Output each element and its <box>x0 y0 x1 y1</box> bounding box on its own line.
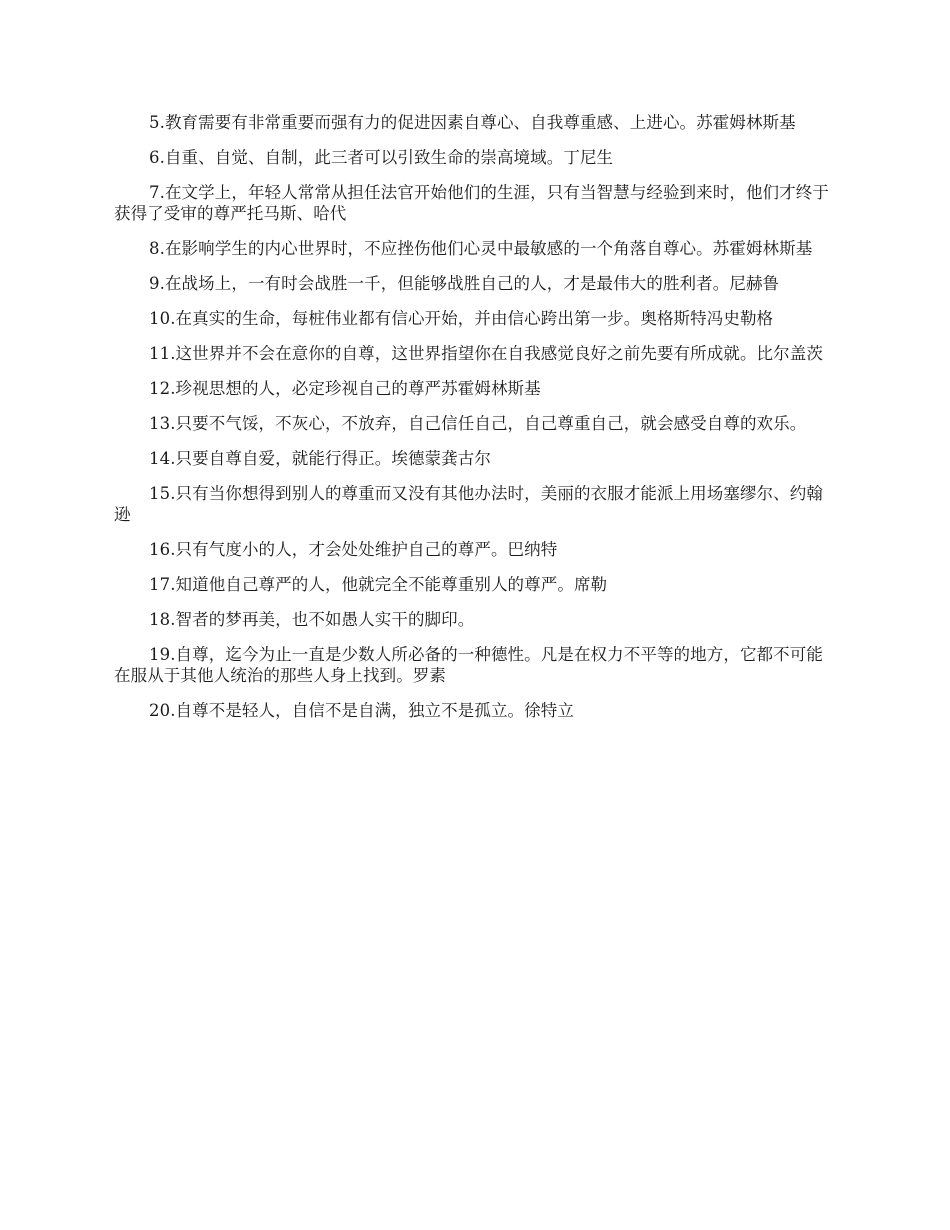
quote-paragraph: 14.只要自尊自爱，就能行得正。埃德蒙龚古尔 <box>149 449 491 468</box>
quote-paragraph: 16.只有气度小的人，才会处处维护自己的尊严。巴纳特 <box>149 540 558 559</box>
quote-paragraph: 9.在战场上，一有时会战胜一千，但能够战胜自己的人，才是最伟大的胜利者。尼赫鲁 <box>149 274 780 293</box>
quote-paragraph: 7.在文学上，年轻人常常从担任法官开始他们的生涯，只有当智慧与经验到来时，他们才终于获得了受审的尊严托马斯、哈代 <box>114 183 829 223</box>
quote-paragraph: 6.自重、自觉、自制，此三者可以引致生命的崇高境域。丁尼生 <box>149 148 614 167</box>
quote-paragraph: 18.智者的梦再美，也不如愚人实干的脚印。 <box>149 610 475 629</box>
quote-paragraph: 20.自尊不是轻人，自信不是自满，独立不是孤立。徐特立 <box>149 701 574 720</box>
document-body <box>114 112 838 735</box>
quote-paragraph: 12.珍视思想的人，必定珍视自己的尊严苏霍姆林斯基 <box>149 379 541 398</box>
quote-paragraph: 19.自尊，迄今为止一直是少数人所必备的一种德性。凡是在权力不平等的地方，它都不可能在服从于其他人统治的那些人身上找到。罗素 <box>114 645 823 685</box>
quote-paragraph: 17.知道他自己尊严的人，他就完全不能尊重别人的尊严。席勒 <box>149 575 608 594</box>
quote-paragraph: 5.教育需要有非常重要而强有力的促进因素自尊心、自我尊重感、上进心。苏霍姆林斯基 <box>149 113 796 132</box>
quote-paragraph: 11.这世界并不会在意你的自尊，这世界指望你在自我感觉良好之前先要有所成就。比尔盖茨 <box>149 344 823 363</box>
quote-paragraph: 15.只有当你想得到别人的尊重而又没有其他办法时，美丽的衣服才能派上用场塞缪尔、约翰逊 <box>114 484 823 524</box>
quote-paragraph: 10.在真实的生命，每桩伟业都有信心开始，并由信心跨出第一步。奥格斯特冯史勒格 <box>149 309 774 328</box>
quote-paragraph: 8.在影响学生的内心世界时，不应挫伤他们心灵中最敏感的一个角落自尊心。苏霍姆林斯基 <box>149 239 813 258</box>
quote-paragraph: 13.只要不气馁，不灰心，不放弃，自己信任自己，自己尊重自己，就会感受自尊的欢乐。 <box>149 414 807 433</box>
